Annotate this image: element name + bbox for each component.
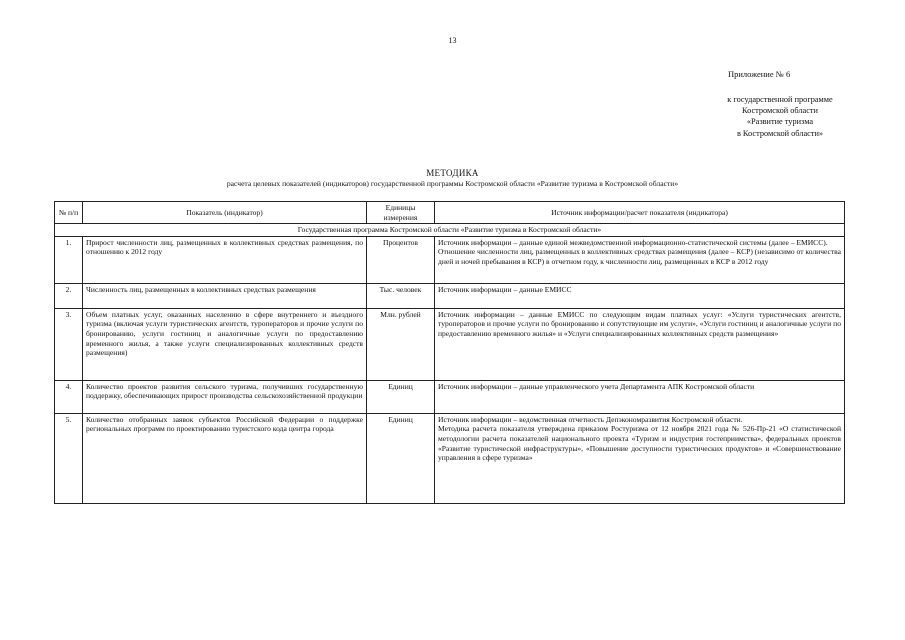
row-source-line: Источник информации – данные ЕМИСС [438,284,572,294]
row-source-line: Источник информации – ведомственная отчетность Депэкономразвития Костромской области. [438,414,743,424]
program-reference-line: «Развитие туризма [746,117,814,127]
header-num: № п/п [55,202,83,224]
row-source-line: Источник информации – данные единой межведомственной информационно-статистической системы (далее – ЕМИСС). [438,237,828,247]
row-unit: Процентов [367,236,435,283]
row-number: 3. [55,308,83,380]
program-reference [660,94,900,139]
table-row [55,236,845,283]
table-row [55,283,845,308]
row-unit: Млн. рублей [367,308,435,380]
row-number: 5. [55,413,83,503]
row-unit: Единиц [367,413,435,503]
program-reference-line: в Костромской области» [736,128,824,138]
table-row [55,413,845,503]
row-source [435,308,845,380]
row-indicator: Численность лиц, размещенных в коллективных средствах размещения [83,283,367,308]
row-source [435,283,845,308]
row-source-line: Источник информации – данные ЕМИСС по следующим видам платных услуг: «Услуги туристических агентств, туроператоров и прочие услуги по бронированию и сопутствующие им услуги», «Услуги гостиниц и аналогичные услуги по предоставлению временного жилья» и «Услуги специализированных коллективных средств размещения» [438,309,841,338]
table-row [55,380,845,413]
document-subtitle: расчета целевых показателей (индикаторов) государственной программы Костромской области «Развитие туризма в Костромской области» [226,179,679,188]
table-header-row [55,202,845,224]
row-indicator: Объем платных услуг, оказанных населению в сфере внутреннего и въездного туризма (включая услуги туристических агентств, туроператоров и прочие услуги по бронированию, услуги гостиниц и аналогичные услуги по предоставлению временного жилья, а также услуги специализированных коллективных средств размещения) [83,308,367,380]
program-reference-line: Костромской области [742,106,818,116]
row-source [435,413,845,503]
program-row-label: Государственная программа Костромской области «Развитие туризма в Костромской области» [55,224,845,237]
page-number: 13 [448,36,457,45]
document-title: МЕТОДИКА [426,168,479,178]
row-number: 4. [55,380,83,413]
row-source-line: Источник информации – данные управленческого учета Департамента АПК Костромской области [438,381,755,391]
program-row [55,224,845,237]
row-number: 1. [55,236,83,283]
row-source [435,380,845,413]
row-source-line: Отношение численности лиц, размещенных в коллективных средствах размещения (далее – КСР) (независимо от количества дней и ночей пребывания в КСР) в отчетном году, к численности лиц, размещенных в КСР в 2012 году [438,247,841,266]
row-source-line: Методика расчета показателя утверждена приказом Ростуризма от 12 ноября 2021 года № 526-Пр-21 «О статистической методологии расчета показателей национального проекта «Туризм и индустрия гостеприимства», федеральных проектов «Развитие туристической инфраструктуры», «Повышение доступности туристических продуктов» и «Совершенствование управления в сфере туризма» [438,424,841,463]
row-indicator: Количество проектов развития сельского туризма, получивших государственную поддержку, обеспечивающих прирост производства сельскохозяйственной продукции [83,380,367,413]
row-number: 2. [55,283,83,308]
row-source [435,236,845,283]
header-unit: Единицы измерения [367,202,435,224]
row-unit: Тыс. человек [367,283,435,308]
header-source: Источник информации/расчет показателя (индикатора) [435,202,845,224]
program-reference-line: к государственной программе [727,95,833,104]
appendix-label: Приложение № 6 [728,69,791,79]
row-indicator: Количество отобранных заявок субъектов Российской Федерации о поддержке региональных программ по проектированию туристского кода центра города [83,413,367,503]
table-row [55,308,845,380]
header-indicator: Показатель (индикатор) [83,202,367,224]
row-indicator: Прирост численности лиц, размещенных в коллективных средствах размещения, по отношению к 2012 году [83,236,367,283]
methodology-table [54,201,845,504]
row-unit: Единиц [367,380,435,413]
